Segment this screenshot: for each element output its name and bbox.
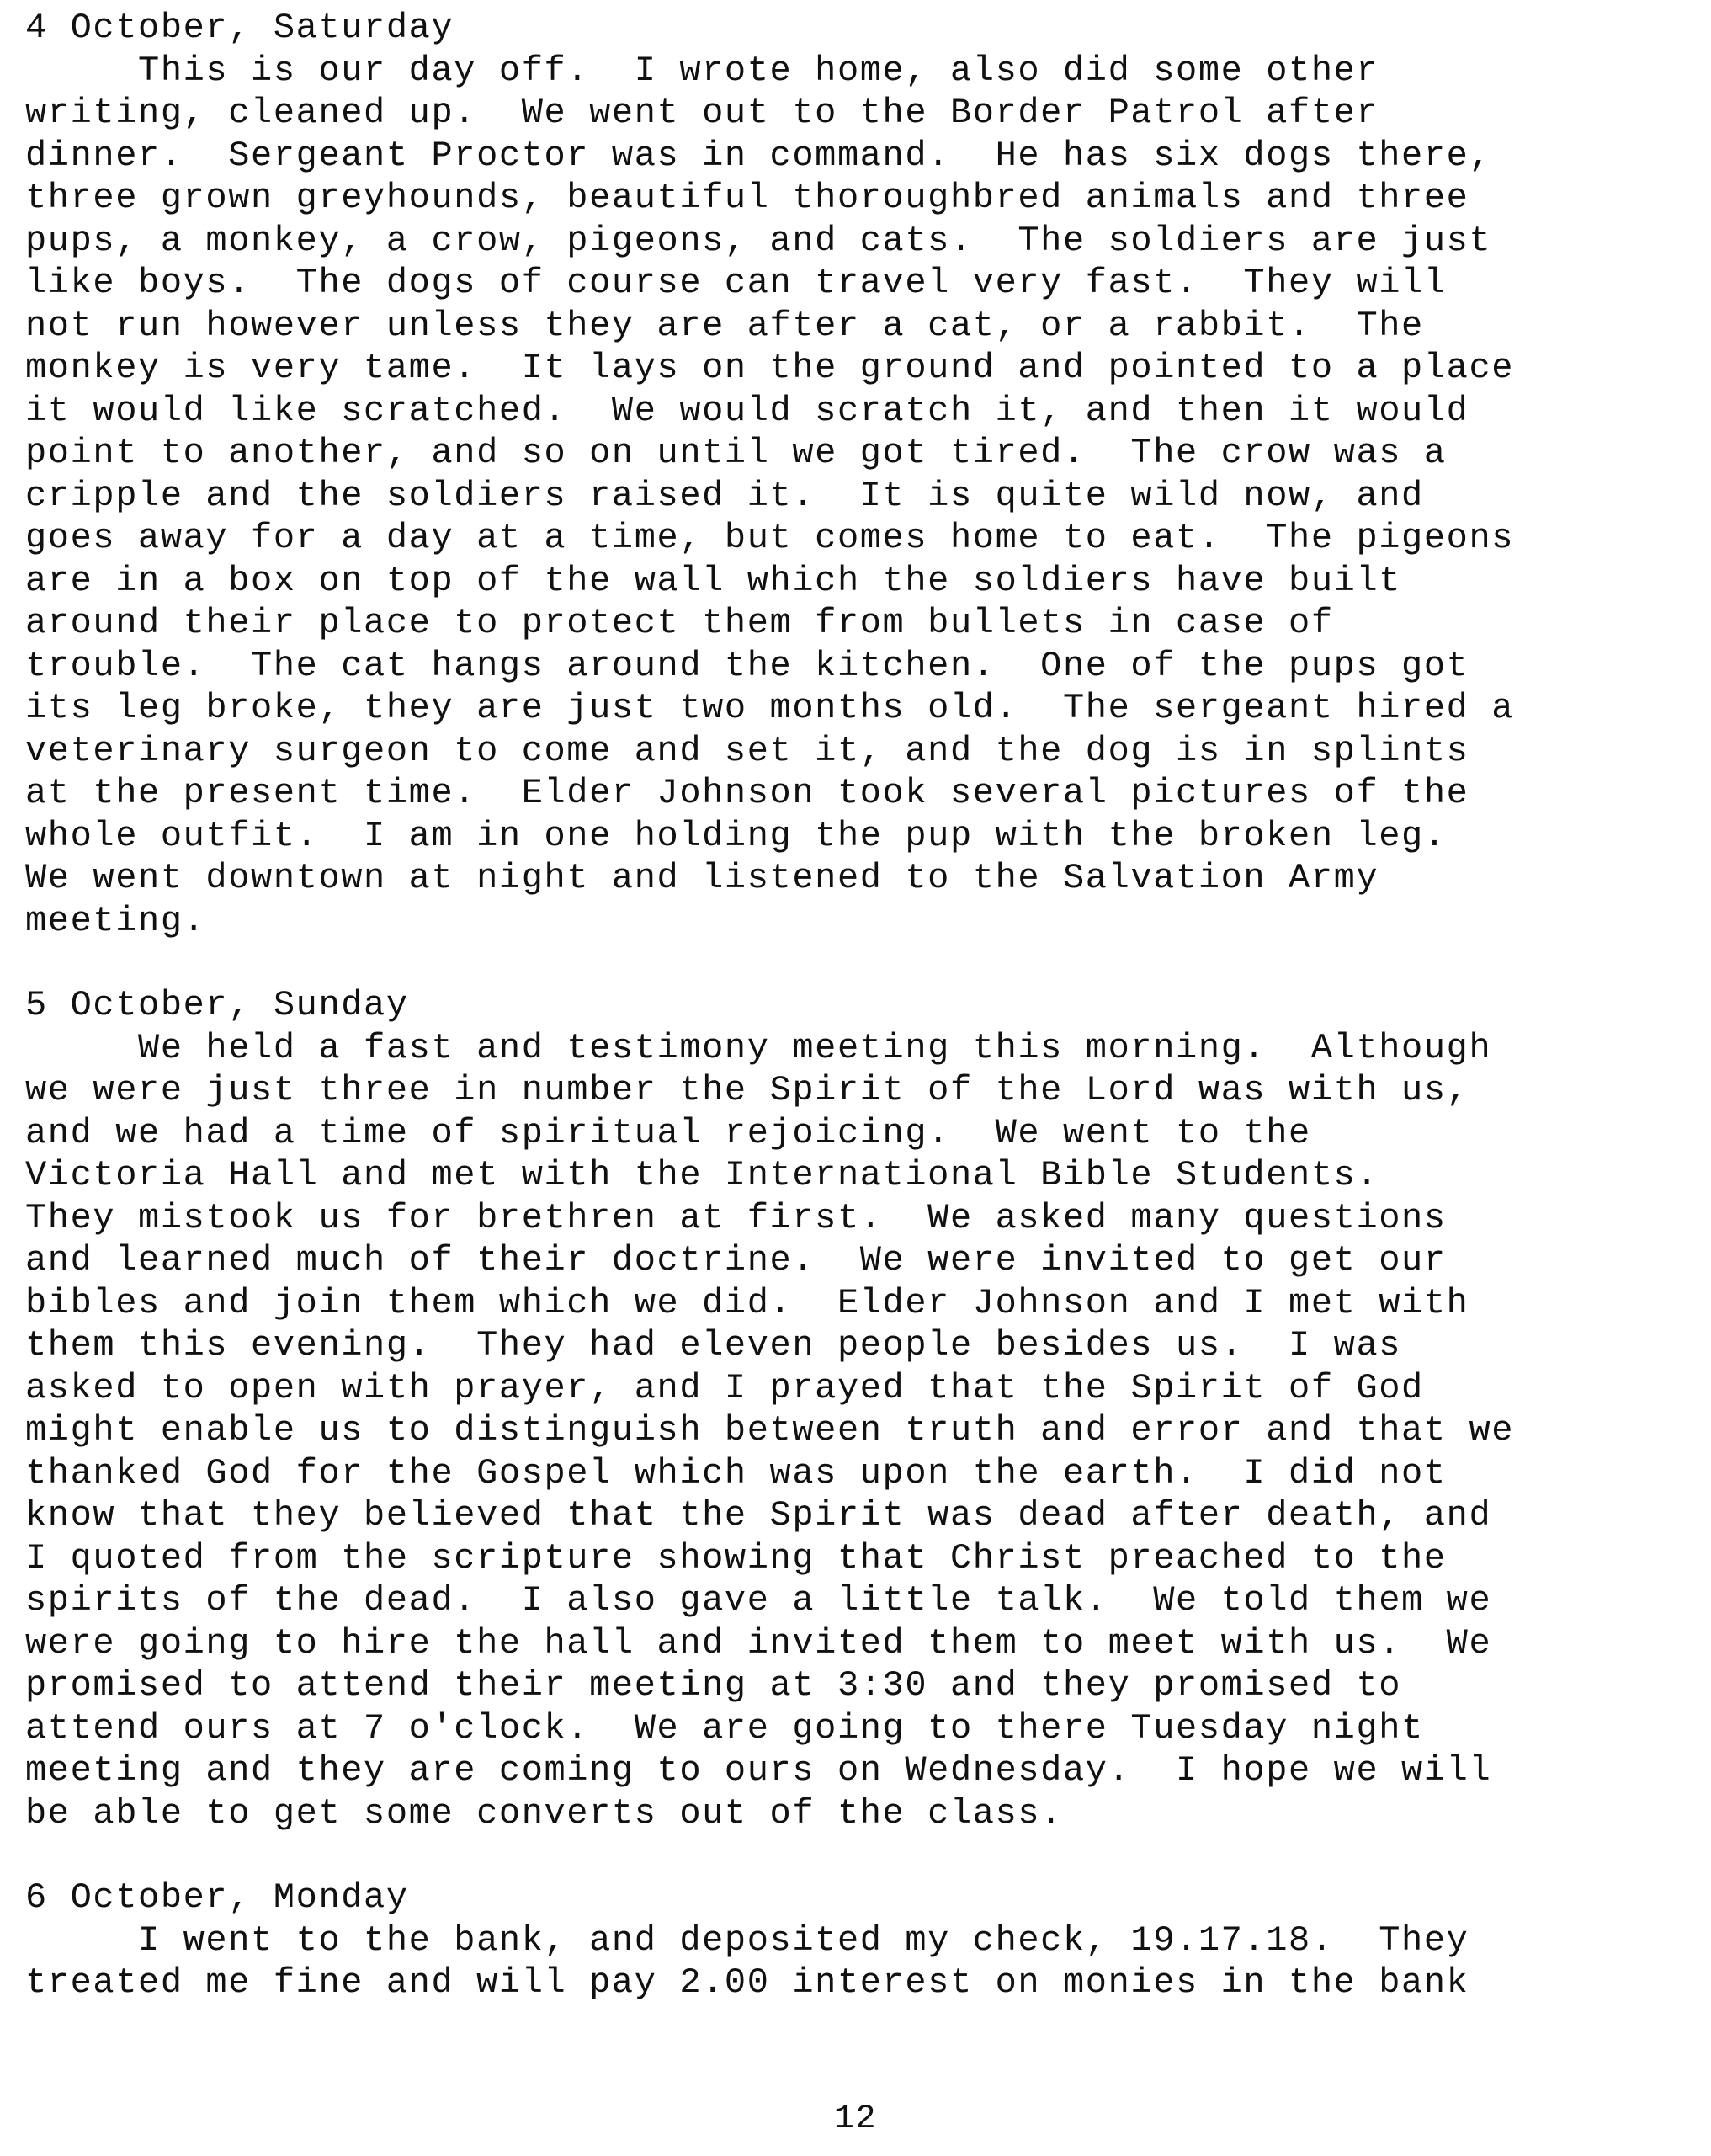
page-number: 12	[833, 2100, 878, 2138]
entry-line: I quoted from the scripture showing that Christ preached to the	[25, 1537, 1447, 1578]
entry-line: thanked God for the Gospel which was upon the earth. I did not	[25, 1452, 1447, 1493]
entry-line: and learned much of their doctrine. We were invited to get our	[25, 1240, 1447, 1280]
entry-line: I went to the bank, and deposited my check, 19.17.18. They	[25, 1919, 1469, 1961]
entry-line: dinner. Sergeant Proctor was in command. He has six dogs there,	[25, 135, 1492, 176]
entry-line: point to another, and so on until we got tired. The crow was a	[25, 433, 1447, 473]
entry-line: trouble. The cat hangs around the kitchen. One of the pups got	[25, 645, 1469, 686]
entry-line: whole outfit. I am in one holding the pup with the broken leg.	[25, 815, 1447, 856]
entry-line: asked to open with prayer, and I prayed that the Spirit of God	[25, 1367, 1424, 1408]
entry-line: attend ours at 7 o'clock. We are going to there Tuesday night	[25, 1707, 1424, 1749]
entry-line: meeting.	[25, 900, 206, 941]
entry-line: They mistook us for brethren at first. We asked many questions	[25, 1197, 1447, 1238]
entry-line: three grown greyhounds, beautiful thoroughbred animals and three	[25, 178, 1469, 218]
entry-line: them this evening. They had eleven people besides us. I was	[25, 1325, 1402, 1365]
entry-heading: 5 October, Sunday	[25, 985, 409, 1025]
entry-line: its leg broke, they are just two months old. The sergeant hired a	[25, 688, 1515, 728]
entry-line: might enable us to distinguish between truth and error and that we	[25, 1410, 1515, 1451]
entry-line: cripple and the soldiers raised it. It is quite wild now, and	[25, 475, 1424, 516]
journal-page	[25, 7, 1700, 2004]
entry-line: not run however unless they are after a cat, or a rabbit. The	[25, 305, 1424, 346]
entry-line: it would like scratched. We would scratch it, and then it would	[25, 390, 1469, 431]
entry-line: writing, cleaned up. We went out to the Border Patrol after	[25, 93, 1379, 133]
entry-line: know that they believed that the Spirit was dead after death, and	[25, 1495, 1492, 1536]
entry-line: pups, a monkey, a crow, pigeons, and cats. The soldiers are just	[25, 220, 1492, 261]
entry-line: are in a box on top of the wall which the soldiers have built	[25, 560, 1402, 601]
entry-line: meeting and they are coming to ours on Wednesday. I hope we will	[25, 1750, 1492, 1791]
entry-line: like boys. The dogs of course can travel very fast. They will	[25, 263, 1447, 303]
entry-line: treated me fine and will pay 2.00 interest on monies in the bank	[25, 1962, 1469, 2003]
entry-heading: 6 October, Monday	[25, 1877, 409, 1918]
diary-entry-5-october	[25, 984, 1700, 1834]
entry-line: This is our day off. I wrote home, also did some other	[25, 50, 1379, 91]
entry-line: promised to attend their meeting at 3:30 and they promised to	[25, 1665, 1402, 1706]
entry-line: we were just three in number the Spirit of the Lord was with us,	[25, 1070, 1469, 1110]
entry-line: and we had a time of spiritual rejoicing. We went to the	[25, 1112, 1311, 1153]
entry-line: around their place to protect them from bullets in case of	[25, 603, 1334, 643]
entry-line: We held a fast and testimony meeting this morning. Although	[25, 1027, 1492, 1068]
entry-line: were going to hire the hall and invited them to meet with us. We	[25, 1622, 1492, 1664]
entry-line: We went downtown at night and listened to the Salvation Army	[25, 858, 1379, 898]
entry-heading: 4 October, Saturday	[25, 8, 454, 48]
entry-line: be able to get some converts out of the class.	[25, 1792, 1063, 1834]
entry-line: at the present time. Elder Johnson took several pictures of the	[25, 773, 1469, 813]
entry-line: bibles and join them which we did. Elder Johnson and I met with	[25, 1282, 1469, 1323]
diary-entry-6-october	[25, 1877, 1700, 2004]
diary-entry-4-october	[25, 7, 1700, 942]
entry-line: monkey is very tame. It lays on the ground and pointed to a place	[25, 348, 1515, 388]
entry-line: goes away for a day at a time, but comes home to eat. The pigeons	[25, 518, 1515, 558]
entry-line: Victoria Hall and met with the International Bible Students.	[25, 1155, 1379, 1195]
entry-line: spirits of the dead. I also gave a little talk. We told them we	[25, 1580, 1492, 1621]
entry-line: veterinary surgeon to come and set it, and the dog is in splints	[25, 730, 1469, 771]
